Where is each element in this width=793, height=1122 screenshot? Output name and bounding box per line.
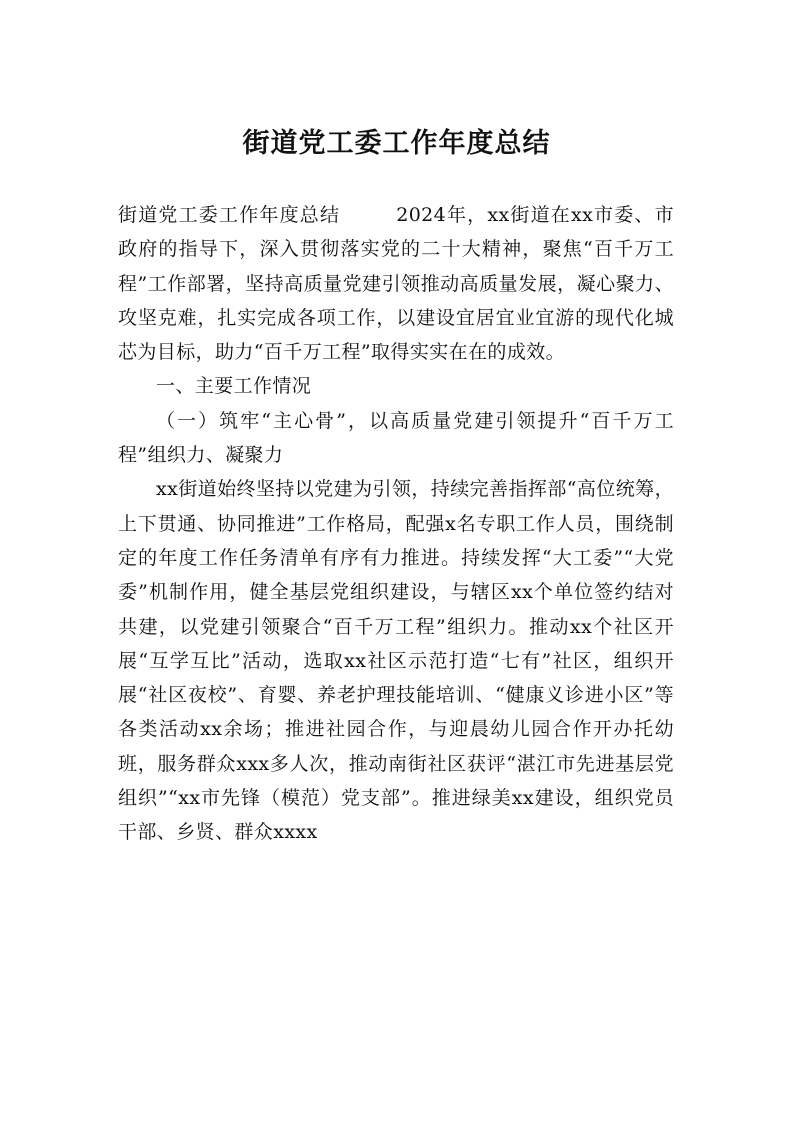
intro-label: 街道党工委工作年度总结 xyxy=(118,204,341,226)
body-paragraph: xx街道始终坚持以党建为引领，持续完善指挥部“高位统筹，上下贯通、协同推进”工作格局，配强x名专职工作人员，围绕制定的年度工作任务清单有序有力推进。持续发挥“大工委”“大党委”机制作用，健全基层党组织建设，与辖区xx个单位签约结对共建，以党建引领聚合“百千万工程”组织力。推动xx个社区开展“互学互比”活动，选取xx社区示范打造“七有”社区，组织开展“社区夜校”、育婴、养老护理技能培训、“健康义诊进小区”等各类活动xx余场；推进社园合作，与迎晨幼儿园合作开办托幼班，服务群众xxx多人次，推动南街社区获评“湛江市先进基层党组织”“xx市先锋（模范）党支部”。推进绿美xx建设，组织党员干部、乡贤、群众xxxx xyxy=(118,478,674,844)
intro-paragraph xyxy=(118,198,674,369)
document-title: 街道党工委工作年度总结 xyxy=(242,128,551,159)
section-heading: 一、主要工作情况 xyxy=(156,375,312,398)
document-body xyxy=(118,198,674,850)
intro-text: 2024年，xx街道在xx市委、市政府的指导下，深入贯彻落实党的二十大精神，聚焦“百千万工程”工作部署，坚持高质量党建引领推动高质量发展，凝心聚力、攻坚克难，扎实完成各项工作，以建设宜居宜业宜游的现代化城芯为目标，助力“百千万工程”取得实实在在的成效。 xyxy=(118,204,675,364)
subsection-heading: （一）筑牢“主心骨”，以高质量党建引领提升“百千万工程”组织力、凝聚力 xyxy=(118,409,674,467)
